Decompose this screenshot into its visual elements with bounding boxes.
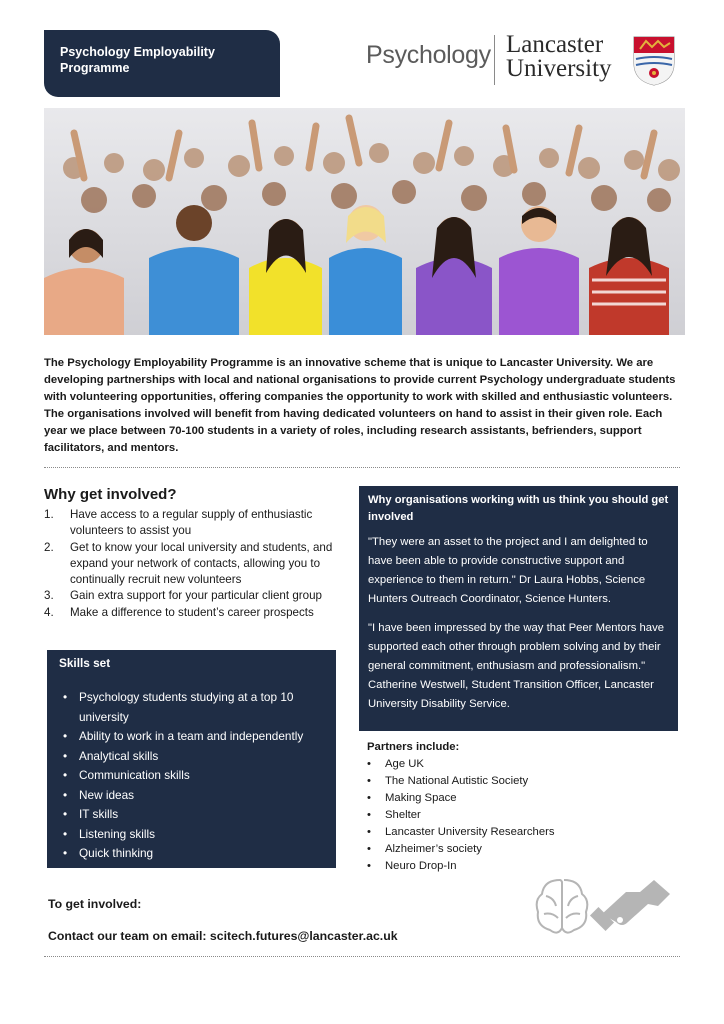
bullet-icon: • [367, 843, 371, 855]
list-text: Making Space [385, 792, 457, 804]
cta-title: To get involved: [48, 897, 142, 911]
department-name: Psychology [366, 41, 491, 69]
list-item [367, 841, 555, 858]
list-item [59, 727, 324, 747]
bullet-icon: • [63, 787, 68, 802]
list-text: Gain extra support for your particular client group [70, 589, 322, 603]
bullet-icon: • [63, 748, 68, 763]
list-text: Neuro Drop-In [385, 860, 457, 872]
list-item [367, 807, 555, 824]
testimonials-title: Why organisations working with us think you should get involved [368, 494, 669, 523]
university-name-line1: Lancaster [506, 31, 604, 58]
list-text: Age UK [385, 758, 424, 770]
programme-title-line1: Psychology Employability [60, 45, 215, 59]
testimonials-box [359, 486, 678, 731]
list-item [367, 824, 555, 841]
list-item [44, 540, 339, 589]
list-item [367, 790, 555, 807]
list-text: Get to know your local university and students, and expand your network of contacts, allowing you to continually recruit new volunteers [70, 540, 333, 587]
bullet-icon: • [367, 860, 371, 872]
testimonial-quote: "They were an asset to the project and I am delighted to have been able to provide constructive support and experience to them in return." Dr Laura Hobbs, Science Hunters Outreach Coordinator, Science Hunters. [368, 536, 648, 605]
list-text: Analytical skills [79, 748, 159, 763]
bullet-icon: • [367, 809, 371, 821]
list-text: IT skills [79, 807, 119, 821]
bullet-icon: • [63, 768, 68, 782]
list-text: Alzheimer’s society [385, 843, 482, 855]
list-item [367, 773, 555, 790]
bullet-icon: • [367, 775, 371, 787]
bullet-icon: • [63, 807, 68, 821]
list-item [367, 756, 555, 773]
list-text: Quick thinking [79, 846, 154, 860]
university-name [506, 33, 612, 81]
list-item [59, 825, 324, 845]
contact-email-line[interactable]: Contact our team on email: scitech.futures@lancaster.ac.uk [48, 929, 398, 943]
brain-icon [537, 880, 588, 933]
crest-icon [632, 35, 676, 87]
list-text: Lancaster University Researchers [385, 826, 555, 838]
list-number: 4. [44, 605, 54, 619]
testimonial-quote: "I have been impressed by the way that Peer Mentors have supported each other through problem solving and by their general commitment, enthusiasm and professionalism." Catherine Westwell, Student Transition Officer, Lancaster University Disability Service. [368, 622, 665, 710]
list-text: Listening skills [79, 826, 156, 841]
decorative-icons [530, 870, 680, 940]
bullet-icon: • [63, 826, 68, 841]
programme-tab [44, 30, 280, 97]
bullet-icon: • [63, 729, 68, 743]
handshake-icon [590, 880, 670, 931]
list-item [44, 588, 339, 604]
list-number: 1. [44, 508, 54, 521]
bullet-icon: • [367, 826, 371, 838]
list-text: Ability to work in a team and independently [79, 729, 304, 743]
why-list [44, 507, 339, 621]
list-item [59, 786, 324, 806]
section-divider-bottom [44, 956, 680, 957]
list-number: 2. [44, 540, 54, 554]
list-item [59, 844, 324, 864]
intro-paragraph: The Psychology Employability Programme is an innovative scheme that is unique to Lancaster University. We are developing partnerships with local and national organisations to provide current Psychology undergraduate students with volunteering opportunities, offering companies the opportunity to work with skilled and enthusiastic volunteers. The organisations involved will benefit from having dedicated volunteers on hand to assist in their given role. Each year we place between 70-100 students in a variety of roles, including research assistants, befrienders, support facilitators, and mentors. [44, 357, 676, 454]
university-name-line2: University [506, 55, 612, 82]
partners-title: Partners include: [367, 741, 460, 753]
bullet-icon: • [63, 846, 68, 860]
list-text: Make a difference to student’s career prospects [70, 605, 314, 619]
list-item [59, 747, 324, 767]
programme-title-line2: Programme [60, 61, 130, 75]
list-item [59, 766, 324, 786]
brand-divider [494, 35, 495, 85]
why-title: Why get involved? [44, 486, 177, 503]
list-item [59, 688, 324, 727]
list-text: Communication skills [79, 768, 190, 782]
brand-header [366, 33, 682, 89]
list-item [59, 805, 324, 825]
list-item [44, 605, 339, 621]
list-item [44, 507, 339, 540]
list-text: Shelter [385, 809, 421, 821]
section-divider-top [44, 467, 680, 468]
skills-box [47, 650, 336, 868]
bullet-icon: • [367, 792, 371, 804]
list-text: New ideas [79, 787, 135, 802]
list-number: 3. [44, 589, 54, 603]
list-text: The National Autistic Society [385, 775, 529, 787]
bullet-icon: • [367, 758, 371, 770]
bullet-icon: • [63, 690, 68, 704]
list-text: Psychology students studying at a top 10 university [79, 690, 294, 724]
hero-photo [44, 108, 685, 335]
skills-title: Skills set [59, 656, 111, 670]
skills-list [59, 688, 324, 864]
list-item [367, 858, 555, 875]
list-text: Have access to a regular supply of enthusiastic volunteers to assist you [70, 508, 313, 538]
partners-list [367, 756, 555, 875]
